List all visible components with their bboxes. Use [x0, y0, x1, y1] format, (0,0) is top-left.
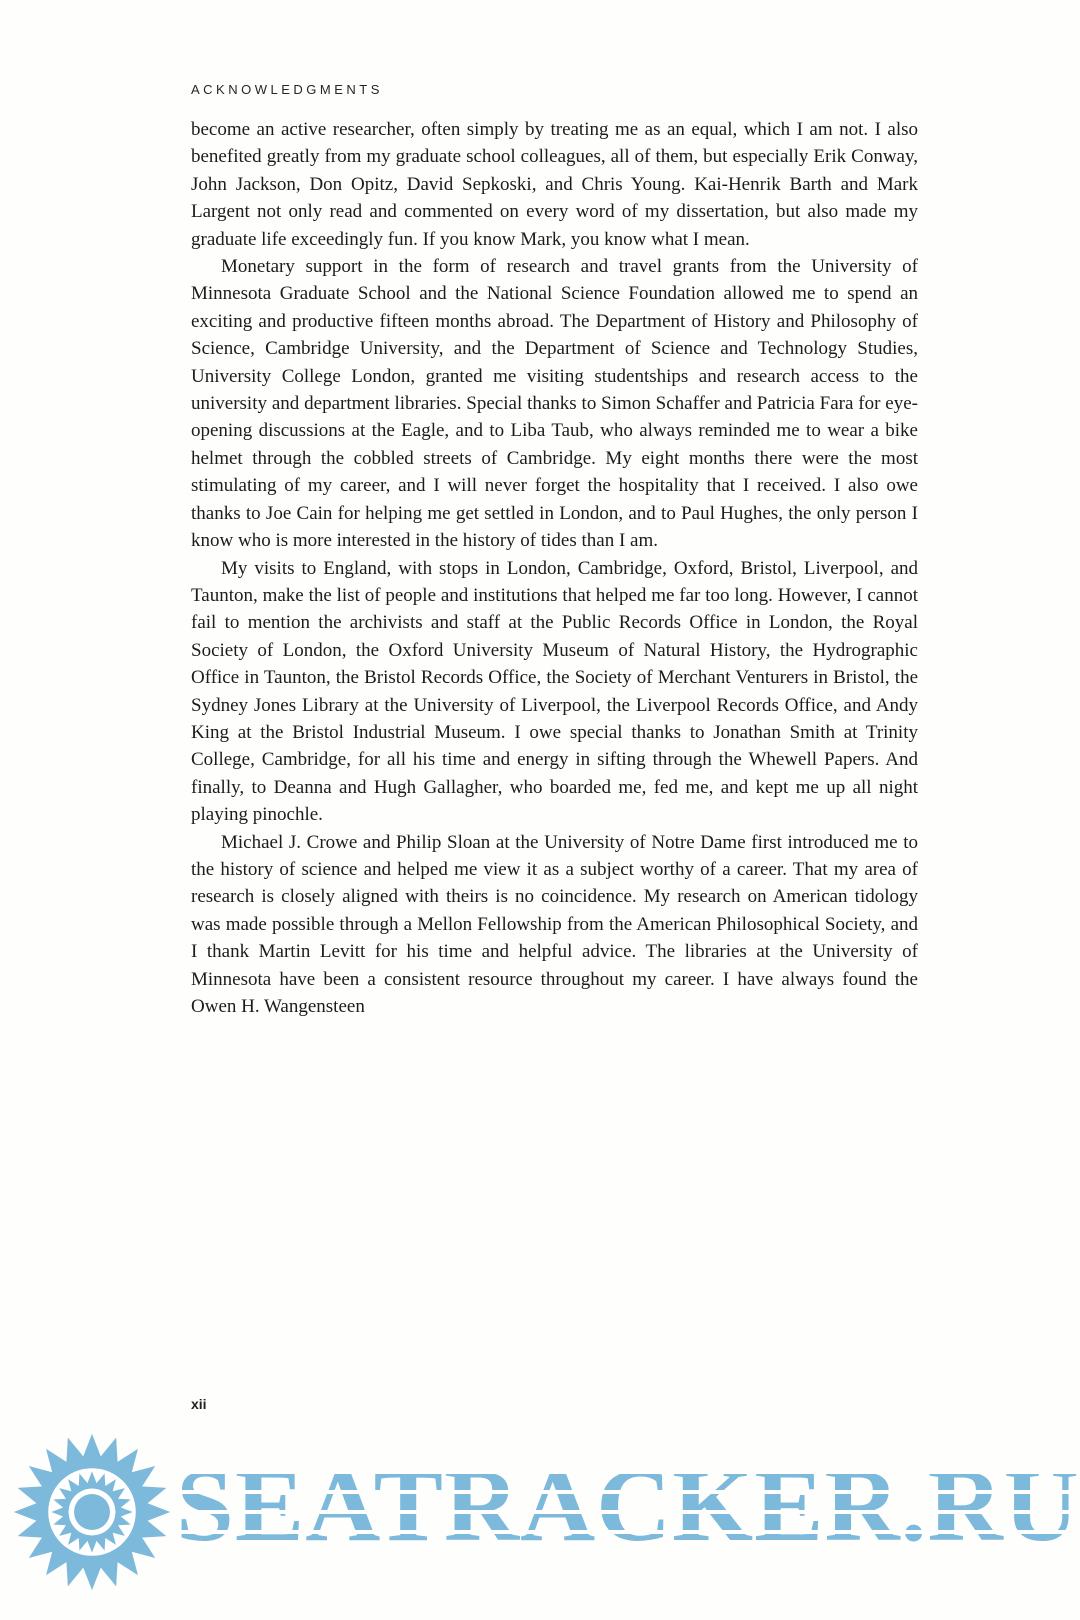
watermark [0, 1406, 1080, 1606]
watermark-text: SEATRACKER.RU [176, 1448, 1080, 1563]
sun-burst-icon [6, 1426, 178, 1598]
running-head: ACKNOWLEDGMENTS [191, 82, 383, 97]
paragraph: My visits to England, with stops in London, Cambridge, Oxford, Bristol, Liverpool, and Taunton, make the list of people and institutions that helped me far too long. However, I cannot fail to mention the archivists and staff at the Public Records Office in London, the Royal Society of London, the Oxford University Museum of Natural History, the Hydrographic Office in Taunton, the Bristol Records Office, the Society of Merchant Venturers in Bristol, the Sydney Jones Library at the University of Liverpool, the Liverpool Records Office, and Andy King at the Bristol Industrial Museum. I owe special thanks to Jonathan Smith at Trinity College, Cambridge, for all his time and energy in sifting through the Whewell Papers. And finally, to Deanna and Hugh Gallagher, who boarded me, fed me, and kept me up all night playing pinochle. [191, 557, 918, 826]
paragraph: Michael J. Crowe and Philip Sloan at the University of Notre Dame first introduced me to the history of science and helped me view it as a subject worthy of a career. That my area of research is closely aligned with theirs is no coincidence. My research on American tidology was made possible through a Mellon Fellowship from the American Philosophical Society, and I thank Martin Levitt for his time and helpful advice. The libraries at the University of Minnesota have been a consistent resource throughout my career. I have always found the Owen H. Wangensteen [191, 831, 918, 1017]
paragraph: become an active researcher, often simply by treating me as an equal, which I am not. I also benefited greatly from my graduate school colleagues, all of them, but especially Erik Conway, John Jackson, Don Opitz, David Sepkoski, and Chris Young. Kai-Henrik Barth and Mark Largent not only read and commented on every word of my dissertation, but also made my graduate life exceedingly fun. If you know Mark, you know what I mean. [191, 119, 918, 250]
body-text [191, 116, 918, 1020]
page-number: xii [191, 1396, 207, 1412]
paragraph: Monetary support in the form of research and travel grants from the University of Minnesota Graduate School and the National Science Foundation allowed me to spend an exciting and productive fifteen months abroad. The Department of History and Philosophy of Science, Cambridge University, and the Department of Science and Technology Studies, University College London, granted me visiting studentships and research access to the university and department libraries. Special thanks to Simon Schaffer and Patricia Fara for eye-opening discussions at the Eagle, and to Liba Taub, who always reminded me to wear a bike helmet through the cobbled streets of Cambridge. My eight months there were the most stimulating of my career, and I will never forget the hospitality that I received. I also owe thanks to Joe Cain for helping me get settled in London, and to Paul Hughes, the only person I know who is more interested in the history of tides than I am. [191, 256, 918, 552]
